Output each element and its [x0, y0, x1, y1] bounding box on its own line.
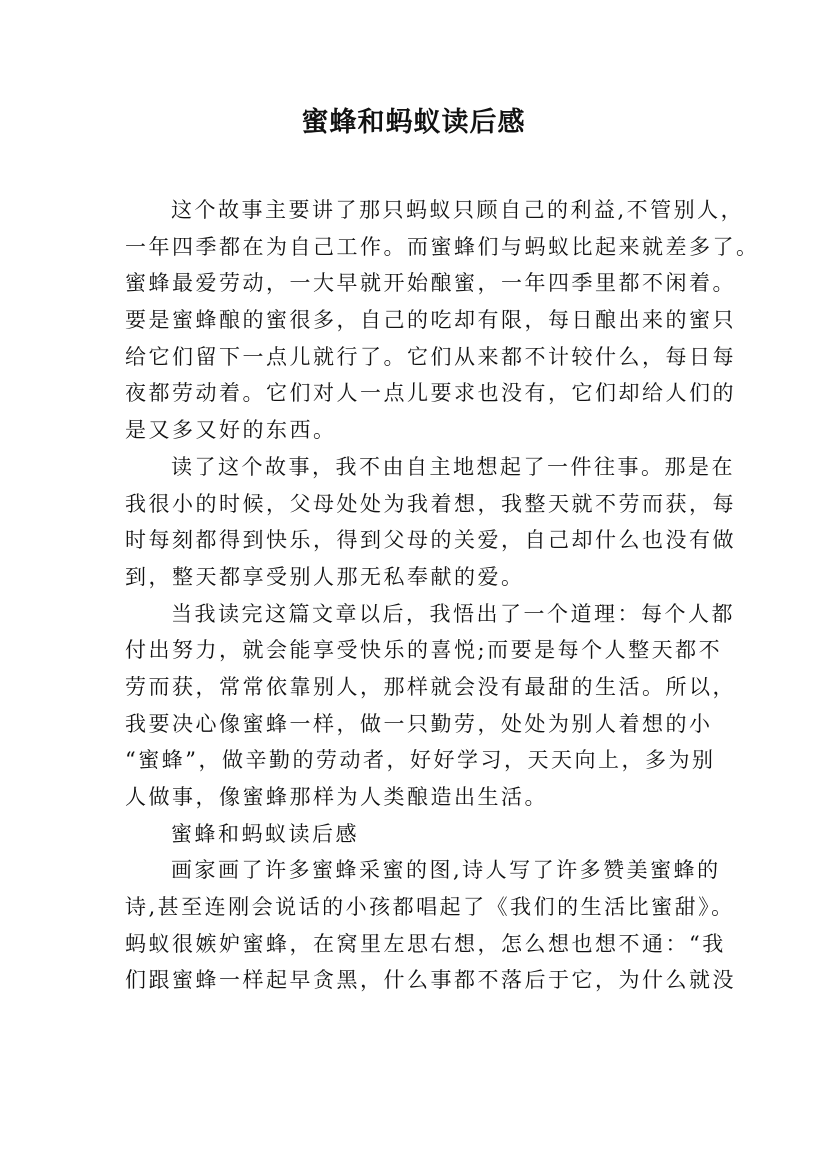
text-line: 人做事，像蜜蜂那样为人类酿造出生活。 — [125, 785, 548, 809]
text-line: 时每刻都得到快乐，得到父母的关爱，自己却什么也没有做 — [125, 528, 736, 553]
text-line: 我要决心像蜜蜂一样，做一只勤劳，处处为别人着想的小 — [125, 711, 713, 736]
text-line: 当我读完这篇文章以后，我悟出了一个道理：每个人都 — [171, 601, 735, 626]
text-line: 这个故事主要讲了那只蚂蚁只顾自己的利益,不管别人， — [171, 198, 745, 222]
text-line: 蜜蜂最爱劳动，一大早就开始酿蜜，一年四季里都不闲着。 — [125, 271, 736, 296]
text-line: 夜都劳动着。它们对人一点儿要求也没有，它们却给人们的 — [125, 381, 736, 406]
text-line: 画家画了许多蜜蜂采蜜的图,诗人写了许多赞美蜜蜂的 — [171, 858, 721, 883]
text-line: 诗,甚至连刚会说话的小孩都唱起了《我们的生活比蜜甜》。 — [125, 895, 735, 920]
text-line: 是又多又好的东西。 — [125, 418, 337, 443]
text-line: 要是蜜蜂酿的蜜很多，自己的吃却有限，每日酿出来的蜜只 — [125, 308, 736, 333]
text-line: 读了这个故事，我不由自主地想起了一件往事。那是在 — [171, 454, 735, 479]
text-line: 我很小的时候，父母处处为我着想，我整天就不劳而获，每 — [125, 491, 736, 516]
text-line: 付出努力，就会能享受快乐的喜悦;而要是每个人整天都不 — [125, 638, 723, 663]
document-title: 蜜蜂和蚂蚁读后感 — [301, 107, 526, 138]
text-line: 一年四季都在为自己工作。而蜜蜂们与蚂蚁比起来就差多了。 — [125, 234, 760, 259]
text-line: 劳而获，常常依靠别人，那样就会没有最甜的生活。所以， — [125, 674, 736, 699]
section-subtitle: 蜜蜂和蚂蚁读后感 — [171, 821, 359, 846]
document-body — [125, 192, 760, 999]
text-line: 们跟蜜蜂一样起早贪黑，什么事都不落后于它，为什么就没 — [125, 968, 736, 993]
text-line: 给它们留下一点儿就行了。它们从来都不计较什么，每日每 — [125, 344, 736, 369]
text-line: 到，整天都享受别人那无私奉献的爱。 — [125, 564, 525, 589]
text-line: “蜜蜂”，做辛勤的劳动者，好好学习，天天向上，多为别 — [125, 748, 716, 773]
text-line: 蚂蚁很嫉妒蜜蜂，在窝里左思右想，怎么想也想不通：“我 — [125, 931, 726, 956]
